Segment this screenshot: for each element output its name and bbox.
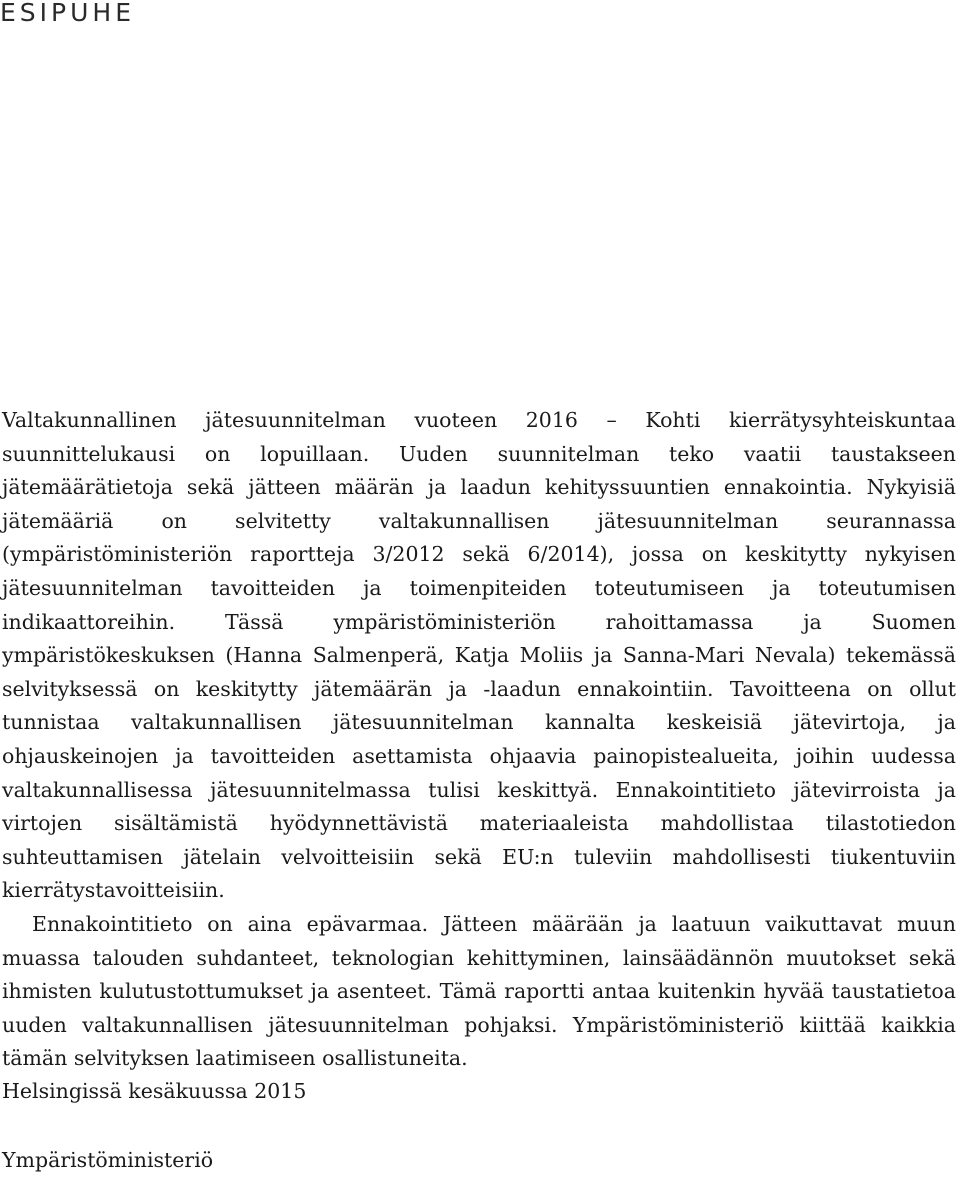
place-and-date: Helsingissä kesäkuussa 2015: [2, 1079, 307, 1103]
signature: Ympäristöministeriö: [2, 1148, 214, 1172]
paragraph-1: Valtakunnallinen jätesuunnitelman vuoteen 2016 – Kohti kierrätysyhteiskuntaa suunnittelukausi on lopuillaan. Uuden suunnitelman teko vaatii taustakseen jätemäärätietoja sekä jätteen määrän ja laadun kehityssuuntien ennakointia. Nykyisiä jätemääriä on selvitetty valtakunnallisen jätesuunnitelman seurannassa (ympäristöministeriön raportteja 3/2012 sekä 6/2014), jossa on keskitytty nykyisen jätesuunnitelman tavoitteiden ja toimenpiteiden toteutumiseen ja toteutumisen indikaattoreihin. Tässä ympäristöministeriön rahoittamassa ja Suomen ympäristökeskuksen (Hanna Salmenperä, Katja Moliis ja Sanna-Mari Nevala) tekemässä selvityksessä on keskitytty jätemäärän ja -laadun ennakointiin. Tavoitteena on ollut tunnistaa valtakunnallisen jätesuunnitelman kannalta keskeisiä jätevirtoja, ja ohjauskeinojen ja tavoitteiden asettamista ohjaavia painopistealueita, joihin uudessa valtakunnallisessa jätesuunnitelmassa tulisi keskittyä. Ennakointitieto jätevirroista ja virtojen sisältämistä hyödynnettävistä materiaaleista mahdollistaa tilastotiedon suhteuttamisen jätelain velvoitteisiin sekä EU:n tuleviin mahdollisesti tiukentuviin kierrätystavoitteisiin.: [2, 408, 956, 903]
preface-body: [2, 404, 956, 1076]
section-heading: ESIPUHE: [0, 0, 136, 27]
paragraph-2: Ennakointitieto on aina epävarmaa. Jätteen määrään ja laatuun vaikuttavat muun muassa talouden suhdanteet, teknologian kehittyminen, lainsäädännön muutokset sekä ihmisten kulutustottumukset ja asenteet. Tämä raportti antaa kuitenkin hyvää taustatietoa uuden valtakunnallisen jätesuunnitelman pohjaksi. Ympäristöministeriö kiittää kaikkia tämän selvityksen laatimiseen osallistuneita.: [2, 911, 956, 1071]
